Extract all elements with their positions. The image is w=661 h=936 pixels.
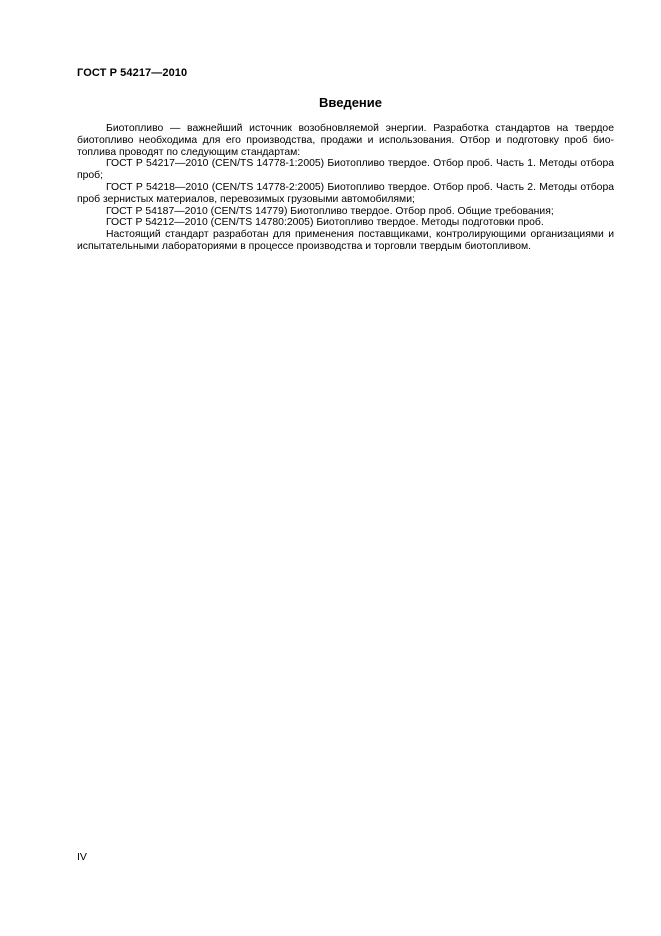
page-number: IV bbox=[77, 851, 87, 863]
standard-reference-paragraph: ГОСТ Р 54187—2010 (CEN/TS 14779) Биотопливо твердое. Отбор проб. Общие требования; bbox=[106, 205, 554, 217]
scope-paragraph: Настоящий стандарт разработан для применения поставщиками, контролирующими организациями и испытательными лабораториями в процессе производства и торговли твердым биотопливом. bbox=[77, 229, 614, 252]
standard-reference-paragraph: ГОСТ Р 54212—2010 (CEN/TS 14780:2005) Биотопливо твердое. Методы подготовки проб. bbox=[106, 217, 544, 229]
introduction-body bbox=[77, 123, 614, 253]
section-title: Введение bbox=[319, 95, 382, 110]
intro-paragraph: Биотопливо — важнейший источник возобновляемой энергии. Разработка стандартов на твердое биотопливо необходима для его производства, продажи и использования. Отбор и подготовку проб биотоплива проводят по следующим стандартам: bbox=[77, 123, 614, 158]
standard-reference-paragraph: ГОСТ Р 54217—2010 (CEN/TS 14778-1:2005) Биотопливо твердое. Отбор проб. Часть 1. Методы отбора проб; bbox=[77, 158, 614, 182]
standard-reference-paragraph: ГОСТ Р 54218—2010 (CEN/TS 14778-2:2005) Биотопливо твердое. Отбор проб. Часть 2. Методы отбора проб зернистых материалов, перевозимых грузовыми автомобилями; bbox=[77, 181, 614, 205]
document-header-code: ГОСТ Р 54217—2010 bbox=[77, 67, 188, 79]
